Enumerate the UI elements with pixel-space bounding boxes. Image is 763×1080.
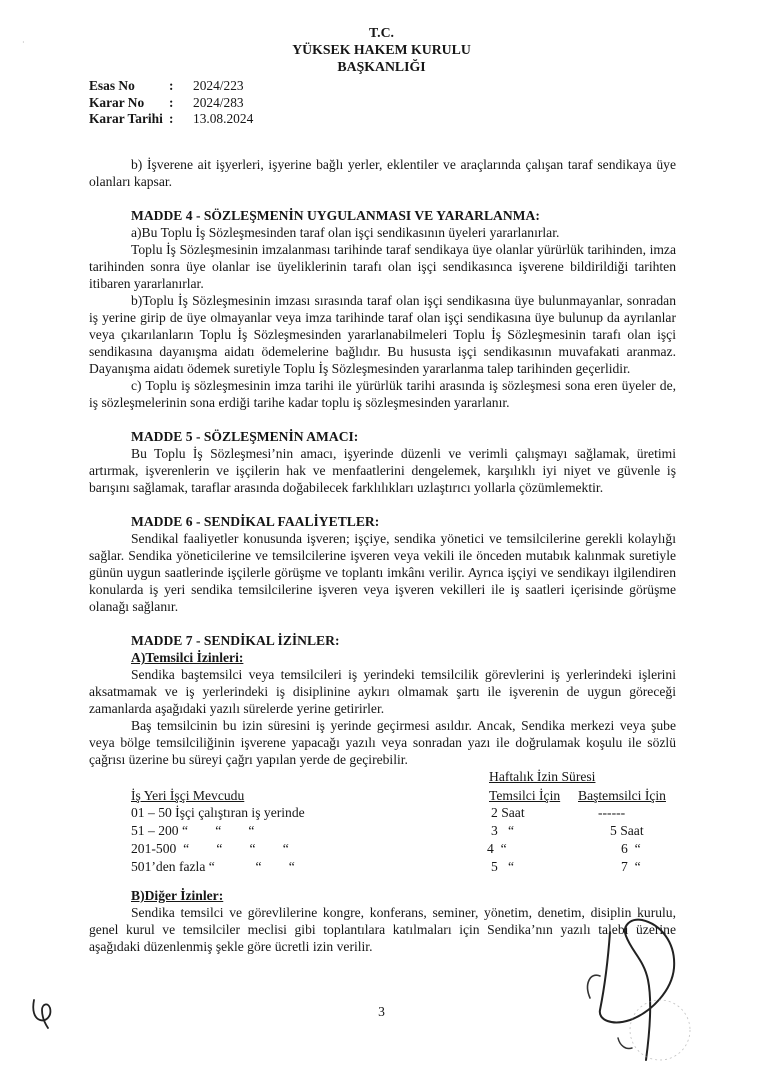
- table-row-representative: 5 “: [491, 859, 515, 874]
- meta-value: 2024/283: [193, 94, 244, 110]
- page-number: 3: [378, 1004, 385, 1019]
- table-row-head-representative: ------: [598, 805, 626, 820]
- table-row-head-representative: 5 Saat: [610, 823, 644, 838]
- article-4-title: MADDE 4 - SÖZLEŞMENİN UYGULANMASI VE YARARLANMA:: [131, 208, 540, 223]
- table-row-range: 01 – 50 İşçi çalıştıran iş yerinde: [131, 805, 305, 820]
- meta-key: Esas No: [89, 78, 135, 93]
- header-line-presidency: BAŞKANLIĞI: [337, 59, 426, 74]
- table-row-range: 201-500 “ “ “ “: [131, 841, 289, 856]
- article-7-b-title: B)Diğer İzinler:: [131, 888, 224, 903]
- table-header-representative: Temsilci İçin: [489, 788, 561, 803]
- case-metadata: [89, 78, 253, 128]
- meta-value: 13.08.2024: [193, 111, 254, 126]
- table-row-representative: 4 “: [487, 841, 507, 856]
- header-line-institution: YÜKSEK HAKEM KURULU: [292, 42, 471, 57]
- table-title: Haftalık İzin Süresi: [489, 769, 596, 784]
- document-body: [89, 156, 676, 955]
- table-row-representative: 2 Saat: [491, 805, 525, 820]
- signature-mark-right: [560, 880, 720, 1070]
- table-row-range: 51 – 200 “ “ “: [131, 823, 255, 838]
- article-5-title: MADDE 5 - SÖZLEŞMENİN AMACI:: [131, 429, 359, 444]
- article-6-paragraph: Sendikal faaliyetler konusunda işveren; işçiye, sendika yönetici ve temsilcilerine gerekli kolaylığı sağlar. Sendika yöneticilerine ve temsilcilerine işveren veya vekili ile önceden mutabık kalınmak suretiyle günün uygun saatlerinde işçilerle görüşme ve toplantı imkânı verilir. Ayrıca işçiyi ve sendikayı ilgilendiren konularda iş yeri sendika temsilcilerine işveren veya işveren vekilleri ile iş saatleri içerisinde görüşme olanağı sağlanır.: [89, 531, 676, 614]
- meta-key: Karar Tarihi: [89, 111, 163, 126]
- document-header: [0, 24, 763, 75]
- article-7-b-paragraph: Sendika temsilci ve görevlilerine kongre, konferans, seminer, yönetim, denetim, disiplin kurulu, genel kurul ve temsilciler meclisi gibi toplantılara katılmaları için Sendika’nın yazılı talebi üzerine aşağıdaki düzenlenmiş şekle göre ücretli izin verilir.: [89, 905, 676, 954]
- meta-value: 2024/223: [193, 78, 244, 93]
- meta-colon: :: [169, 94, 174, 110]
- article-7-a-paragraph-2: Baş temsilcinin bu izin süresini iş yerinde geçirmesi asıldır. Ancak, Sendika merkezi veya şube veya bölge temsilciliğinin işverene yapacağı yazılı veya sonradan yazı ile doğrulamak koşulu ile sözlü çağrısı üzerine bu süreyi çağrı yapılan yerde de geçirebilir.: [89, 718, 676, 767]
- article-7-a-paragraph-1: Sendika baştemsilci veya temsilcileri iş yerindeki temsilcilik görevlerini iş yerlerindeki işlerini aksatmamak ve iş yerlerindeki iş disiplinine aykırı olmamak şartı ile işverenin de uygun göreceği zamanlarda aşağıdaki yazılı sürelerde yerine getirirler.: [89, 667, 676, 716]
- table-header-head-representative: Baştemsilci İçin: [578, 788, 666, 803]
- table-row-representative: 3 “: [491, 823, 515, 838]
- initial-mark-left: [24, 992, 64, 1032]
- meta-row-karar: [89, 95, 253, 112]
- article-4-b: b)Toplu İş Sözleşmesinin imzası sırasında taraf olan işçi sendikasına üye bulunmayanlar, sonradan iş yerine girip de üye olmayanlar veya imza tarihinde taraf olan işçi sendikasına üye bulunup da ayrılanlar veya çıkarılanların Toplu İş Sözleşmesinden yararlanabilmeleri Toplu İş Sözleşmesinin tarafı olan işçi sendikasına dayanışma aidatı ödemelerine bağlıdır. Bu hususta işçi sendikasının muvafakati aranmaz. Dayanışma aidatı ödemek suretiyle Toplu İş Sözleşmesinden yararlanma talep tarihinden geçerlidir.: [89, 293, 676, 376]
- paragraph-b-scope: b) İşverene ait işyerleri, işyerine bağlı yerler, eklentiler ve araçlarında çalışan taraf sendikaya üye olanları kapsar.: [89, 157, 676, 189]
- meta-row-esas: [89, 78, 253, 95]
- leave-duration-table: [89, 768, 676, 887]
- article-4-a2: Toplu İş Sözleşmesinin imzalanması tarihinde taraf sendikaya üye olanlar yürürlük tarihinden, imza tarihinden sonra üye olanlar ise üyeliklerinin tarafı olan işçi sendikasınca işverene bildirildiği tarihten itibaren yararlanırlar.: [89, 242, 676, 291]
- table-row-range: 501’den fazla “ “ “: [131, 859, 295, 874]
- article-4-c: c) Toplu iş sözleşmesinin imza tarihi ile yürürlük tarihi arasında iş sözleşmesi sona eren üyeler de, iş sözleşmelerinin sona erdiği tarihe kadar toplu iş sözleşmesinden yararlanır.: [89, 378, 676, 410]
- meta-key: Karar No: [89, 94, 145, 110]
- table-header-workforce: İş Yeri İşçi Mevcudu: [131, 788, 245, 803]
- meta-colon: :: [169, 111, 174, 126]
- table-row-head-representative: 7 “: [621, 859, 641, 874]
- table-row-head-representative: 6 “: [621, 841, 641, 856]
- article-7-a-title: A)Temsilci İzinleri:: [131, 650, 244, 665]
- header-line-tc: T.C.: [368, 25, 395, 40]
- article-6-title: MADDE 6 - SENDİKAL FAALİYETLER:: [131, 514, 380, 529]
- article-4-a: a)Bu Toplu İş Sözleşmesinden taraf olan işçi sendikasının üyeleri yararlanırlar.: [131, 225, 560, 240]
- article-5-paragraph: Bu Toplu İş Sözleşmesi’nin amacı, işyerinde düzenli ve verimli çalışmayı sağlamak, üretimi artırmak, işverenlerin ve işçilerin hak ve menfaatlerini dengelemek, karşılıklı iyi niyet ve güvenle iş barışını sağlamak, taraflar arasında doğabilecek farklılıkları uzlaştırıcı yollarla çözümlemektir.: [89, 446, 676, 495]
- scan-mark: ·: [22, 38, 25, 47]
- meta-row-tarih: [89, 111, 253, 128]
- meta-colon: :: [169, 78, 174, 93]
- article-7-title: MADDE 7 - SENDİKAL İZİNLER:: [131, 633, 340, 648]
